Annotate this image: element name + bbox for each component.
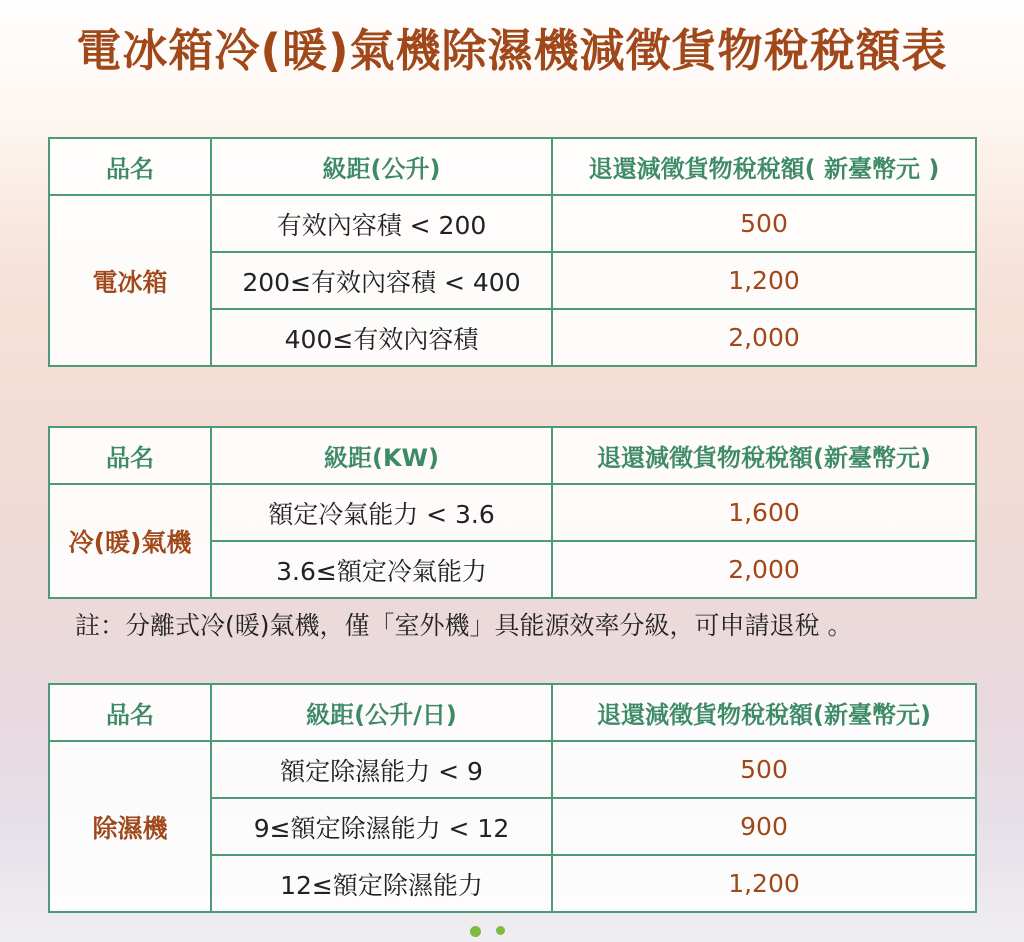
header-product: 品名 xyxy=(49,427,211,484)
amount-cell: 1,600 xyxy=(552,484,976,541)
table-row xyxy=(49,195,976,252)
product-name: 電冰箱 xyxy=(49,195,211,366)
amount-cell: 500 xyxy=(552,195,976,252)
range-cell: 額定冷氣能力 < 3.6 xyxy=(211,484,552,541)
dehumidifier-tax-table xyxy=(48,683,977,913)
header-range: 級距(公升/日) xyxy=(211,684,552,741)
pager-dot[interactable] xyxy=(470,926,481,937)
amount-cell: 900 xyxy=(552,798,976,855)
header-range: 級距(KW) xyxy=(211,427,552,484)
header-product: 品名 xyxy=(49,138,211,195)
refrigerator-tax-table xyxy=(48,137,977,367)
table-row xyxy=(49,741,976,798)
range-cell: 有效內容積 < 200 xyxy=(211,195,552,252)
range-cell: 200≤有效內容積 < 400 xyxy=(211,252,552,309)
amount-cell: 1,200 xyxy=(552,855,976,912)
header-amount: 退還減徵貨物稅稅額( 新臺幣元 ) xyxy=(552,138,976,195)
range-cell: 3.6≤額定冷氣能力 xyxy=(211,541,552,598)
table-row xyxy=(49,484,976,541)
table-header-row xyxy=(49,138,976,195)
range-cell: 額定除濕能力 < 9 xyxy=(211,741,552,798)
product-name: 除濕機 xyxy=(49,741,211,912)
header-product: 品名 xyxy=(49,684,211,741)
amount-cell: 2,000 xyxy=(552,309,976,366)
amount-cell: 1,200 xyxy=(552,252,976,309)
table-header-row xyxy=(49,427,976,484)
page-title: 電冰箱冷(暖)氣機除濕機減徵貨物稅稅額表 xyxy=(76,24,948,77)
footnote: 註：分離式冷(暖)氣機，僅「室外機」具能源效率分級，可申請退稅 。 xyxy=(75,611,853,640)
table-header-row xyxy=(49,684,976,741)
header-range: 級距(公升) xyxy=(211,138,552,195)
range-cell: 400≤有效內容積 xyxy=(211,309,552,366)
range-cell: 9≤額定除濕能力 < 12 xyxy=(211,798,552,855)
range-cell: 12≤額定除濕能力 xyxy=(211,855,552,912)
amount-cell: 2,000 xyxy=(552,541,976,598)
amount-cell: 500 xyxy=(552,741,976,798)
header-amount: 退還減徵貨物稅稅額(新臺幣元) xyxy=(552,427,976,484)
product-name: 冷(暖)氣機 xyxy=(49,484,211,598)
header-amount: 退還減徵貨物稅稅額(新臺幣元) xyxy=(552,684,976,741)
air-conditioner-tax-table xyxy=(48,426,977,599)
pager-dot[interactable] xyxy=(496,926,505,935)
